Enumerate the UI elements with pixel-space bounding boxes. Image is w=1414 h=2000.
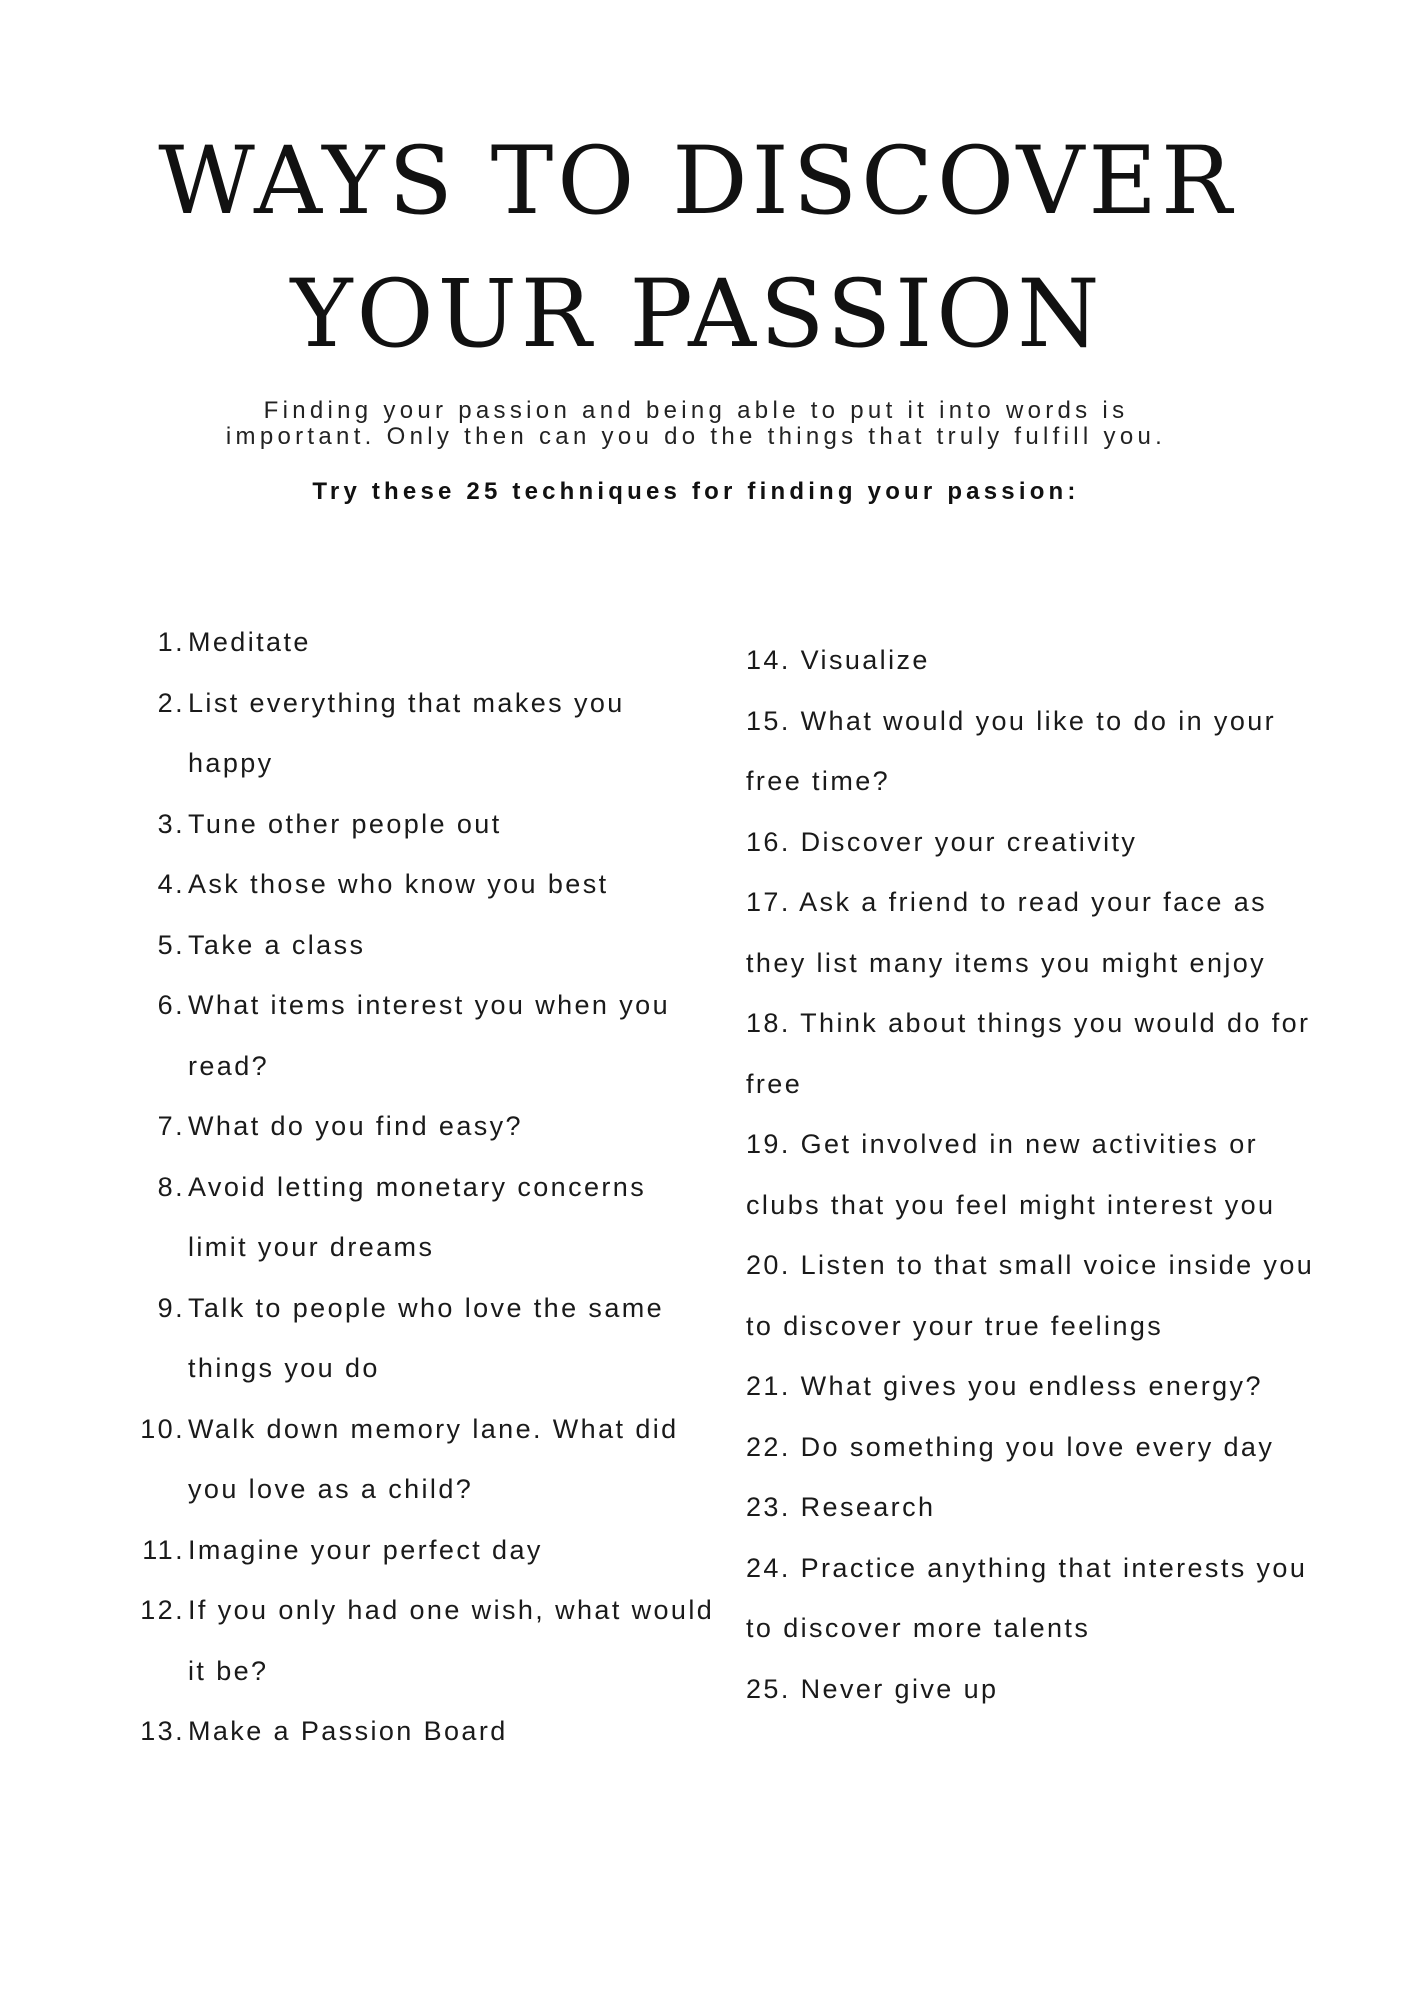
item-text: What do you find easy? bbox=[188, 1111, 523, 1141]
item-number: 1. bbox=[157, 627, 185, 657]
item-number: 5. bbox=[157, 929, 185, 960]
list-line: 23. Research bbox=[746, 1492, 936, 1522]
list-item bbox=[130, 673, 730, 794]
list-item bbox=[130, 1157, 730, 1278]
item-number: 4. bbox=[157, 869, 185, 899]
item-number: 3. bbox=[157, 808, 185, 839]
list-line: 17. Ask a friend to read your face as bbox=[746, 887, 1268, 917]
item-text: If you only had one wish, what would it be? bbox=[188, 1595, 715, 1686]
item-number: 8. bbox=[157, 1171, 185, 1202]
intro-line-1: Finding your passion and being able to put it into words is bbox=[263, 397, 1129, 424]
list-line: free time? bbox=[746, 766, 891, 796]
item-text: Tune other people out bbox=[188, 808, 502, 839]
item-text: Avoid letting monetary concerns limit your dreams bbox=[188, 1171, 647, 1262]
list-item bbox=[130, 794, 730, 855]
list-item bbox=[130, 1520, 730, 1581]
list-line: 21. What gives you endless energy? bbox=[746, 1371, 1263, 1401]
item-number: 2. bbox=[157, 687, 185, 718]
list-line: 25. Never give up bbox=[746, 1673, 999, 1704]
list-line: they list many items you might enjoy bbox=[746, 947, 1267, 978]
item-number: 12. bbox=[140, 1595, 185, 1625]
item-text: Imagine your perfect day bbox=[188, 1534, 543, 1565]
intro-line-2: important. Only then can you do the things that truly fulfill you. bbox=[225, 423, 1167, 450]
item-text: What items interest you when you read? bbox=[188, 990, 670, 1081]
list-line: 19. Get involved in new activities or bbox=[746, 1129, 1259, 1159]
list-item bbox=[130, 1701, 730, 1762]
list-line: free bbox=[746, 1068, 803, 1099]
item-text: Ask those who know you best bbox=[188, 869, 609, 899]
techniques-lead: Try these 25 techniques for finding your passion: bbox=[312, 478, 1080, 505]
list-item bbox=[130, 854, 730, 915]
list-line: to discover your true feelings bbox=[746, 1310, 1164, 1341]
list-item bbox=[130, 1580, 730, 1701]
list-item bbox=[130, 1096, 730, 1157]
list-line: 24. Practice anything that interests you bbox=[746, 1552, 1308, 1583]
list-item bbox=[130, 975, 730, 1096]
item-number: 11. bbox=[142, 1534, 185, 1565]
item-number: 13. bbox=[140, 1716, 185, 1746]
item-text: Make a Passion Board bbox=[188, 1716, 508, 1746]
list-line: 14. Visualize bbox=[746, 645, 930, 675]
item-text: List everything that makes you happy bbox=[188, 687, 625, 778]
list-line: 18. Think about things you would do for bbox=[746, 1008, 1311, 1038]
techniques-list-left bbox=[130, 612, 730, 1762]
list-line: 15. What would you like to do in your bbox=[746, 705, 1277, 736]
item-number: 9. bbox=[157, 1292, 185, 1323]
item-text: Meditate bbox=[188, 627, 311, 657]
techniques-list-right bbox=[746, 630, 1366, 1719]
item-text: Talk to people who love the same things you do bbox=[188, 1292, 665, 1383]
list-line: 16. Discover your creativity bbox=[746, 826, 1138, 857]
item-text: Walk down memory lane. What did you love as a child? bbox=[188, 1413, 679, 1504]
list-item bbox=[130, 1278, 730, 1399]
item-text: Take a class bbox=[188, 929, 366, 960]
list-item bbox=[130, 915, 730, 976]
list-item bbox=[130, 1399, 730, 1520]
list-line: to discover more talents bbox=[746, 1613, 1091, 1643]
item-number: 10. bbox=[140, 1413, 185, 1444]
item-number: 6. bbox=[157, 990, 185, 1020]
item-number: 7. bbox=[157, 1111, 185, 1141]
list-line: 20. Listen to that small voice inside you bbox=[746, 1250, 1315, 1280]
list-item bbox=[130, 612, 730, 673]
title-line-2: YOUR PASSION bbox=[290, 260, 1104, 369]
list-line: clubs that you feel might interest you bbox=[746, 1189, 1276, 1220]
title-line-1: WAYS TO DISCOVER bbox=[158, 127, 1236, 236]
list-line: 22. Do something you love every day bbox=[746, 1431, 1275, 1462]
